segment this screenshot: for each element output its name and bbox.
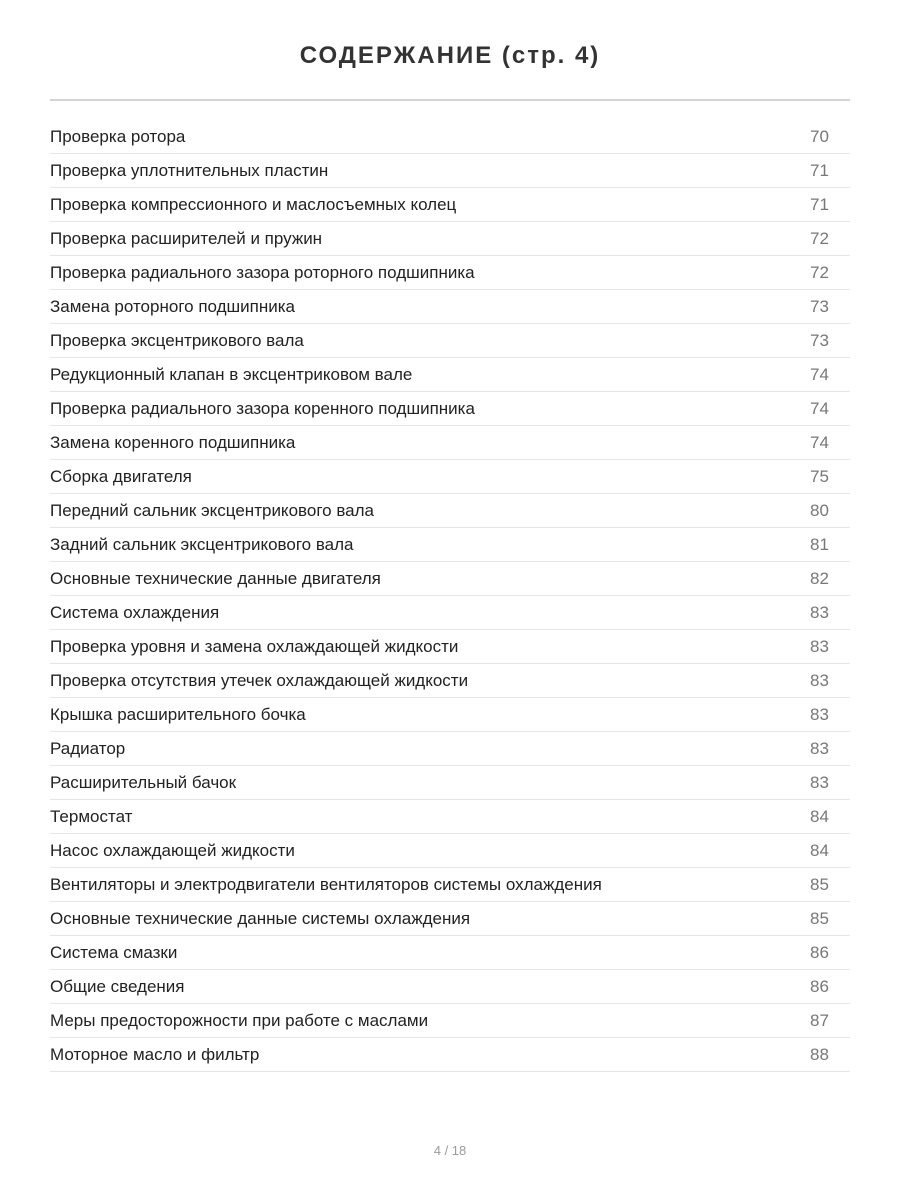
toc-entry-page-number: 83 <box>810 704 829 724</box>
toc-entry[interactable] <box>50 766 850 800</box>
toc-entry-title: Общие сведения <box>50 976 185 996</box>
toc-entry[interactable] <box>50 1004 850 1038</box>
toc-entry[interactable] <box>50 120 850 154</box>
toc-entry-page-number: 73 <box>810 330 829 350</box>
toc-entry-page-number: 83 <box>810 738 829 758</box>
toc-entry[interactable] <box>50 222 850 256</box>
toc-entry-title: Проверка радиального зазора коренного подшипника <box>50 398 475 418</box>
toc-entry[interactable] <box>50 936 850 970</box>
toc-entry[interactable] <box>50 494 850 528</box>
toc-entry[interactable] <box>50 630 850 664</box>
toc-entry[interactable] <box>50 290 850 324</box>
toc-entry[interactable] <box>50 1038 850 1072</box>
toc-entry-page-number: 83 <box>810 772 829 792</box>
toc-entry-page-number: 86 <box>810 942 829 962</box>
toc-entry-page-number: 85 <box>810 908 829 928</box>
toc-entry-title: Меры предосторожности при работе с маслами <box>50 1010 429 1030</box>
toc-entry-title: Система охлаждения <box>50 602 220 622</box>
toc-entry-title: Вентиляторы и электродвигатели вентиляторов системы охлаждения <box>50 874 602 894</box>
toc-entry-title: Проверка расширителей и пружин <box>50 228 323 248</box>
toc-entry-page-number: 83 <box>810 636 829 656</box>
toc-entry-page-number: 72 <box>810 262 829 282</box>
toc-entry-title: Радиатор <box>50 738 126 758</box>
toc-entry-page-number: 71 <box>810 160 829 180</box>
toc-entry-title: Передний сальник эксцентрикового вала <box>50 500 374 520</box>
toc-entry[interactable] <box>50 358 850 392</box>
toc-entry-page-number: 71 <box>810 194 829 214</box>
toc-entry-title: Сборка двигателя <box>50 466 192 486</box>
toc-entry[interactable] <box>50 800 850 834</box>
toc-entry-page-number: 87 <box>810 1010 829 1030</box>
toc-entry-page-number: 84 <box>810 806 829 826</box>
page-title: СОДЕРЖАНИЕ (стр. 4) <box>299 42 601 69</box>
toc-entry-page-number: 80 <box>810 500 829 520</box>
toc-entry[interactable] <box>50 596 850 630</box>
toc-entry[interactable] <box>50 256 850 290</box>
toc-entry-title: Крышка расширительного бочка <box>50 704 306 724</box>
toc-entry-title: Насос охлаждающей жидкости <box>50 840 295 860</box>
toc-entry-title: Основные технические данные двигателя <box>50 568 381 588</box>
page-number-footer: 4 / 18 <box>433 1143 467 1158</box>
toc-entry-page-number: 74 <box>810 432 829 452</box>
toc-entry[interactable] <box>50 664 850 698</box>
toc-entry-page-number: 74 <box>810 398 829 418</box>
toc-entry[interactable] <box>50 392 850 426</box>
toc-entry-page-number: 88 <box>810 1044 829 1064</box>
toc-entry-title: Моторное масло и фильтр <box>50 1044 260 1064</box>
toc-entry-title: Проверка уровня и замена охлаждающей жидкости <box>50 636 459 656</box>
toc-entry-page-number: 70 <box>810 126 829 146</box>
toc-entry-title: Замена коренного подшипника <box>50 432 296 452</box>
toc-entry-title: Задний сальник эксцентрикового вала <box>50 534 354 554</box>
toc-entry-page-number: 85 <box>810 874 829 894</box>
toc-entry-page-number: 73 <box>810 296 829 316</box>
toc-entry-title: Основные технические данные системы охлаждения <box>50 908 471 928</box>
toc-entry-title: Проверка отсутствия утечек охлаждающей жидкости <box>50 670 469 690</box>
toc-entry[interactable] <box>50 426 850 460</box>
toc-entry-page-number: 74 <box>810 364 829 384</box>
title-divider <box>50 99 850 101</box>
toc-entry-page-number: 81 <box>810 534 829 554</box>
toc-entry[interactable] <box>50 902 850 936</box>
toc-entry[interactable] <box>50 732 850 766</box>
toc-entry-title: Замена роторного подшипника <box>50 296 296 316</box>
toc-entry[interactable] <box>50 834 850 868</box>
toc-entry-title: Система смазки <box>50 942 178 962</box>
toc-entry[interactable] <box>50 460 850 494</box>
toc-entry-page-number: 83 <box>810 602 829 622</box>
toc-entry[interactable] <box>50 970 850 1004</box>
toc-entry[interactable] <box>50 562 850 596</box>
toc-entry-page-number: 86 <box>810 976 829 996</box>
toc-entry-title: Редукционный клапан в эксцентриковом вале <box>50 364 413 384</box>
document-page <box>50 0 850 1200</box>
toc-entry[interactable] <box>50 324 850 358</box>
toc-entry[interactable] <box>50 154 850 188</box>
toc-entry-page-number: 84 <box>810 840 829 860</box>
toc-entry-page-number: 75 <box>810 466 829 486</box>
toc-entry-title: Проверка уплотнительных пластин <box>50 160 329 180</box>
toc-entry[interactable] <box>50 528 850 562</box>
toc-entry-title: Проверка ротора <box>50 126 186 146</box>
toc-entry-title: Проверка радиального зазора роторного подшипника <box>50 262 475 282</box>
table-of-contents <box>50 120 850 1072</box>
toc-entry-title: Термостат <box>50 806 133 826</box>
toc-entry-page-number: 83 <box>810 670 829 690</box>
toc-entry[interactable] <box>50 698 850 732</box>
toc-entry[interactable] <box>50 868 850 902</box>
toc-entry[interactable] <box>50 188 850 222</box>
toc-entry-page-number: 72 <box>810 228 829 248</box>
toc-entry-title: Расширительный бачок <box>50 772 237 792</box>
toc-entry-page-number: 82 <box>810 568 829 588</box>
toc-entry-title: Проверка компрессионного и маслосъемных колец <box>50 194 457 214</box>
toc-entry-title: Проверка эксцентрикового вала <box>50 330 304 350</box>
